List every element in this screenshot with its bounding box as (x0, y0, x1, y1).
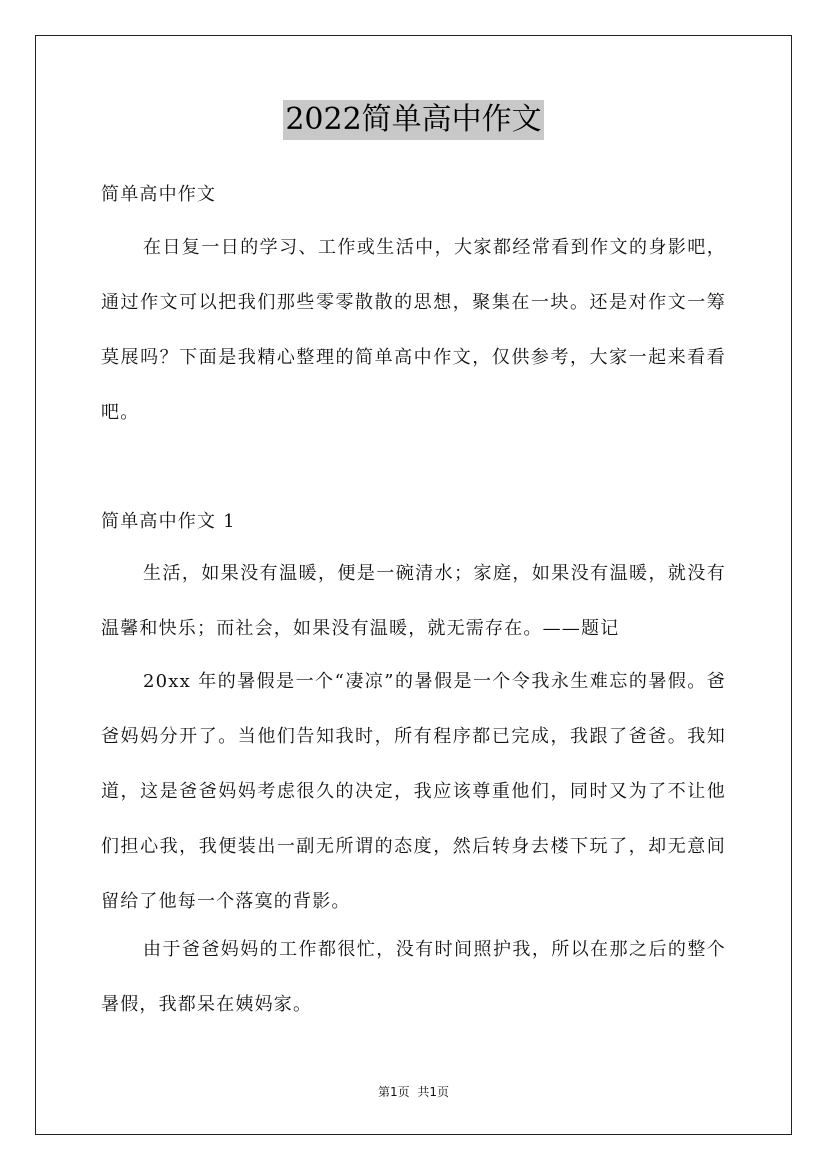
document-title: 2022简单高中作文 (283, 100, 543, 140)
title-container (0, 100, 827, 140)
section1-paragraph-2: 20xx 年的暑假是一个“凄凉”的暑假是一个令我永生难忘的暑假。爸爸妈妈分开了。当他们告知我时，所有程序都已完成，我跟了爸爸。我知道，这是爸爸妈妈考虑很久的决定，我应该尊重他们，同时又为了不让他们担心我，我便装出一副无所谓的态度，然后转身去楼下玩了，却无意间留给了他每一个落寞的背影。 (101, 671, 726, 912)
section1-paragraph-1: 生活，如果没有温暖，便是一碗清水；家庭，如果没有温暖，就没有温馨和快乐；而社会，如果没有温暖，就无需存在。——题记 (101, 563, 726, 639)
page-footer (0, 1083, 827, 1100)
intro-heading: 简单高中作文 (101, 184, 217, 205)
section1-paragraph-3: 由于爸爸妈妈的工作都很忙，没有时间照护我，所以在那之后的整个暑假，我都呆在姨妈家。 (101, 939, 726, 1015)
intro-paragraph: 在日复一日的学习、工作或生活中，大家都经常看到作文的身影吧，通过作文可以把我们那些零零散散的思想，聚集在一块。还是对作文一筹莫展吗？下面是我精心整理的简单高中作文，仅供参考，大家一起来看看吧。 (101, 237, 726, 423)
page-number: 第1页 (377, 1085, 410, 1099)
page-total: 共1页 (417, 1085, 450, 1099)
section1-heading: 简单高中作文 1 (101, 511, 236, 532)
